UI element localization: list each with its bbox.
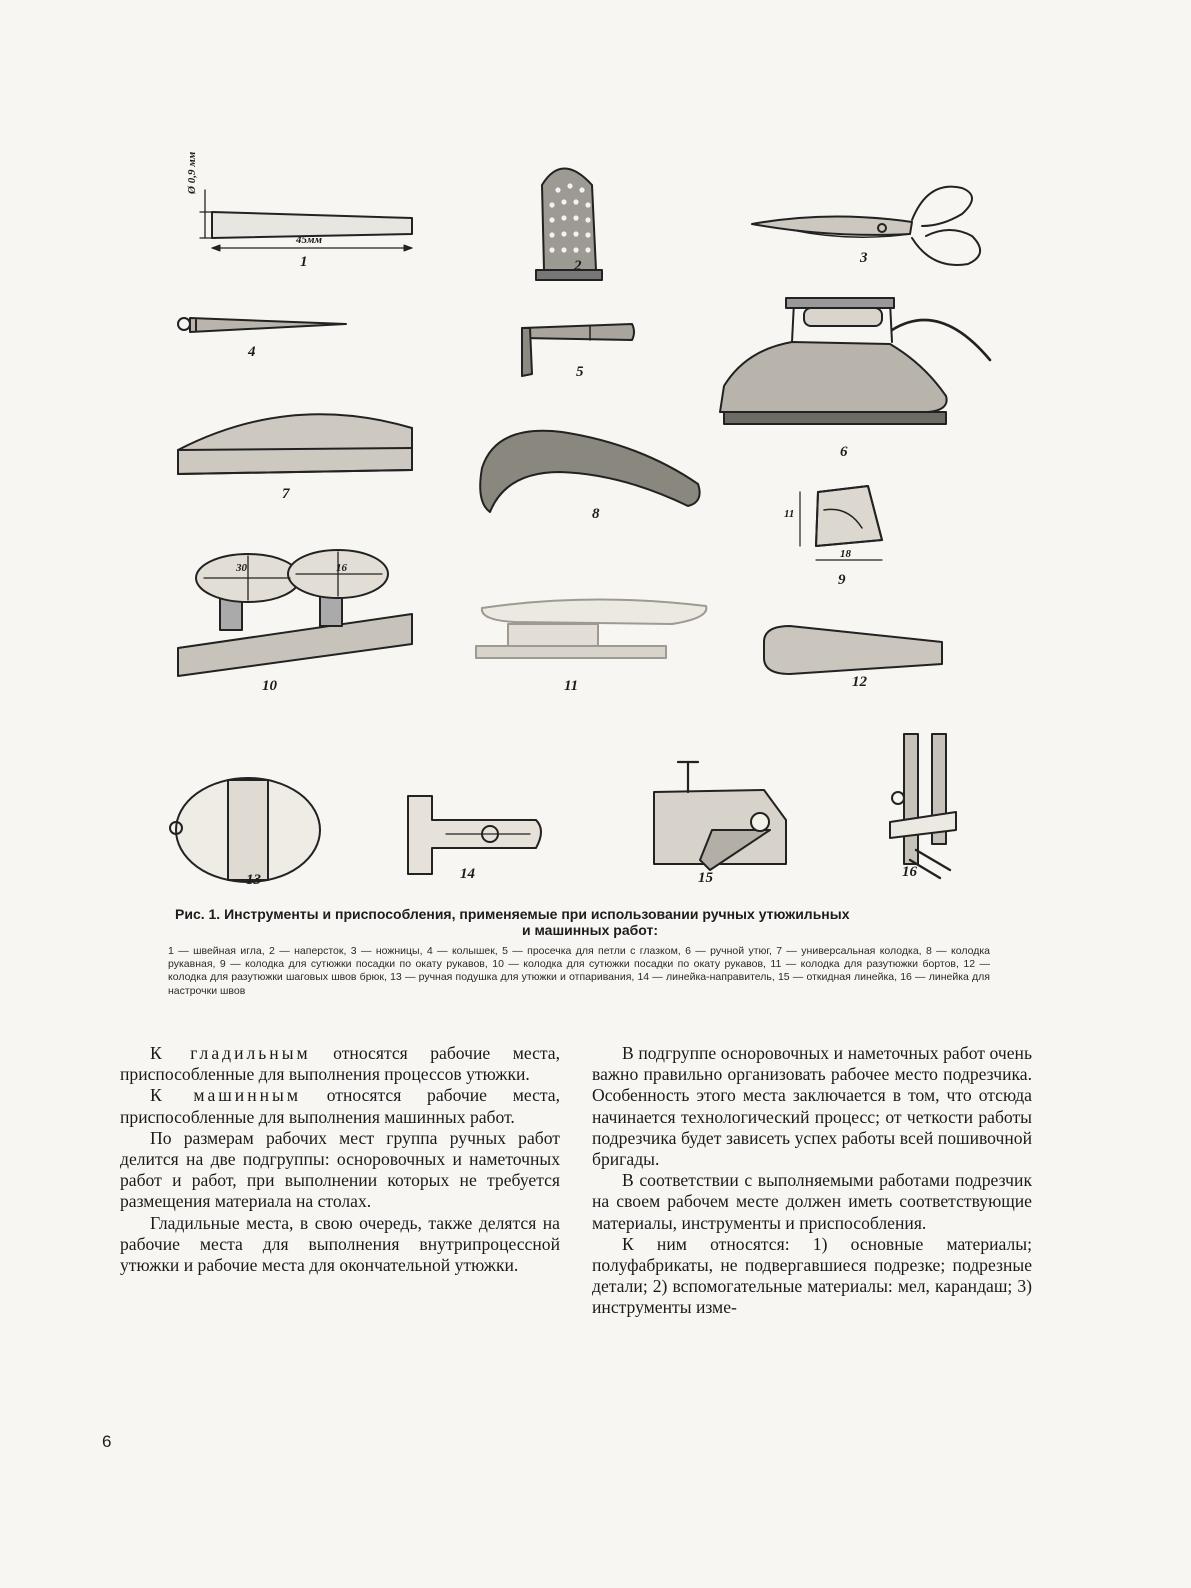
pad10-right-label: 16: [336, 562, 347, 574]
spaced-term: К гладильным: [150, 1043, 311, 1063]
iron-drawing: [720, 298, 990, 424]
left-text-column: [120, 1043, 560, 1276]
item-number: 13: [246, 872, 261, 888]
spaced-term: К машинным: [150, 1085, 302, 1106]
pad10-left-label: 30: [236, 562, 247, 574]
item-number: 9: [838, 572, 846, 588]
needle-diameter-label: Ø 0,9 мм: [186, 151, 198, 194]
paragraph: [120, 1043, 560, 1085]
caption-line: и машинных работ:: [522, 922, 658, 938]
paragraph: К ним относятся: 1) основные материалы; полуфабрикаты, не подвергавшиеся подрезке; подрезные детали; 2) вспомогательные материалы: мел, карандаш; 3) инструменты изме-: [592, 1233, 1032, 1318]
item-number: 14: [460, 866, 475, 882]
item-number: 12: [852, 674, 867, 690]
board-block-drawing: [476, 599, 706, 658]
paragraph: Гладильные места, в свою очередь, также делятся на рабочие места для выполнения внутрипроцессной утюжки и рабочие места для окончательной утюжки.: [120, 1212, 560, 1276]
item-number: 5: [576, 364, 584, 380]
block9-width-label: 18: [840, 548, 851, 560]
item-number: 11: [564, 678, 579, 694]
figure-caption: [175, 906, 1005, 938]
item-number: 3: [860, 250, 868, 266]
paragraph-text: относятся рабочие места, приспособленные для выполнения процессов утюжки.: [120, 1043, 560, 1085]
item-number: 4: [248, 344, 256, 360]
item-number: 1: [300, 254, 308, 270]
paragraph: В подгруппе осноровочных и наметочных работ очень важно правильно организовать рабочее место подрезчика. Особенность этого места заключается в том, что отсюда начинается технологический процесс; от четкости работы подрезчика будет зависеть успех работы всей пошивочной бригады.: [592, 1043, 1032, 1170]
paragraph: По размерам рабочих мест группа ручных работ делится на две подгруппы: осноровочных и наметочных работ и работ, при выполнении которых не требуется размещения материала на столах.: [120, 1127, 560, 1212]
figure-legend: 1 — швейная игла, 2 — наперсток, 3 — ножницы, 4 — колышек, 5 — просечка для петли с глазком, 6 — ручной утюг, 7 — универсальная колодка, 8 — колодка рукавная, 9 — колодка для сутюжки посадки по окату рукавов, 10 — колодка для сутюжки посадки по окату рукавов, 11 — колодка для разутюжки бортов, 12 — колодка для разутюжки шаговых швов брюк, 13 — ручная подушка для утюжки и отпаривания, 14 — линейка-направитель, 15 — откидная линейка, 16 — линейка для настрочки швов: [168, 945, 990, 997]
caption-line: Рис. 1. Инструменты и приспособления, применяемые при использовании ручных утюжильных: [175, 906, 850, 922]
paragraph: В соответствии с выполняемыми работами подрезчик на своем рабочем месте должен иметь соответствующие материалы, инструменты и приспособления.: [592, 1170, 1032, 1233]
item-number: 10: [262, 678, 277, 694]
tools-illustration: [150, 130, 1030, 900]
tools-figure: [150, 130, 1030, 900]
item-number: 2: [574, 258, 582, 274]
guide-ruler-drawing: [408, 796, 541, 874]
item-number: 6: [840, 444, 848, 460]
item-number: 8: [592, 506, 600, 522]
trouser-block-drawing: [764, 626, 942, 674]
universal-block-drawing: [178, 414, 412, 474]
paragraph: [120, 1085, 560, 1127]
page-number: 6: [102, 1432, 112, 1451]
sleeve-block-drawing: [480, 431, 699, 512]
seam-guide-drawing: [890, 734, 956, 878]
needle-length-label: 45мм: [296, 234, 323, 246]
folding-ruler-drawing: [654, 762, 786, 870]
hand-pad-drawing: [170, 778, 320, 882]
right-text-column: [592, 1043, 1032, 1319]
paragraph-text: относятся рабочие места, приспособленные для выполнения машинных работ.: [120, 1085, 560, 1127]
block9-height-label: 11: [784, 508, 795, 520]
item-number: 16: [902, 864, 917, 880]
double-pad-drawing: [178, 550, 412, 676]
awl-drawing: [178, 318, 346, 332]
thimble-drawing: [536, 169, 602, 281]
item-number: 15: [698, 870, 713, 886]
item-number: 7: [282, 486, 290, 502]
